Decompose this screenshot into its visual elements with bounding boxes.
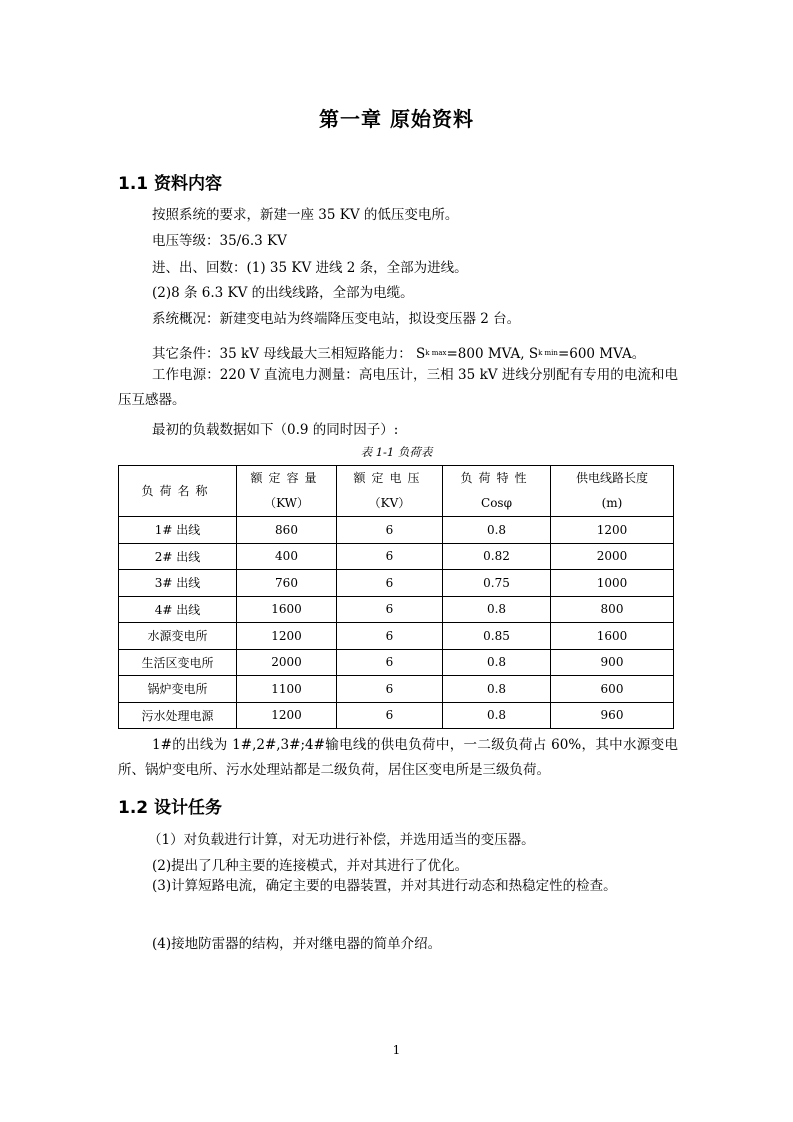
table-cell-cosphi: 0.8 [443, 649, 551, 676]
header-rated-capacity: 额定容量 （KW） [237, 466, 337, 517]
table-row [119, 649, 674, 676]
paragraph-working-power: 工作电源：220 V 直流电力测量：高电压计，三相 35 kV 进线分别配有专用的电流和电压互感器。 [118, 367, 678, 408]
table-cell-cosphi: 0.8 [443, 596, 551, 623]
table-cell-name: 3# 出线 [119, 570, 237, 597]
task-item-1: （1）对负载进行计算，对无功进行补偿，并选用适当的变压器。 [148, 832, 535, 848]
page-number: 1 [392, 1043, 401, 1057]
table-cell-voltage: 6 [337, 702, 443, 729]
task-item-2: (2)提出了几种主要的连接模式，并对其进行了优化。 [152, 858, 469, 874]
load-table [118, 465, 674, 729]
section-heading-1-1: 1.1 资料内容 [118, 174, 223, 194]
table-cell-cosphi: 0.82 [443, 543, 551, 570]
table-row [119, 702, 674, 729]
table-cell-voltage: 6 [337, 676, 443, 703]
table-row [119, 570, 674, 597]
paragraph-requirement: 按照系统的要求，新建一座 35 KV 的低压变电所。 [152, 207, 459, 223]
table-cell-voltage: 6 [337, 649, 443, 676]
header-load-name: 负荷名称 [119, 466, 237, 517]
table-cell-cosphi: 0.8 [443, 702, 551, 729]
table-cell-cosphi: 0.85 [443, 623, 551, 650]
paragraph-incoming-lines: 进、出、回数：(1) 35 KV 进线 2 条，全部为进线。 [152, 260, 468, 276]
table-cell-capacity: 1200 [237, 623, 337, 650]
short-circuit-text-mid: =800 MVA, S [446, 346, 539, 362]
paragraph-voltage-level: 电压等级：35/6.3 KV [152, 233, 287, 249]
table-cell-voltage: 6 [337, 596, 443, 623]
table-cell-name: 生活区变电所 [119, 649, 237, 676]
task-item-3: (3)计算短路电流，确定主要的电器装置，并对其进行动态和热稳定性的检查。 [152, 878, 617, 894]
table-cell-capacity: 1200 [237, 702, 337, 729]
table-cell-name: 污水处理电源 [119, 702, 237, 729]
table-cell-capacity: 400 [237, 543, 337, 570]
table-cell-capacity: 2000 [237, 649, 337, 676]
chapter-title: 第一章 原始资料 [319, 107, 474, 131]
table-cell-length: 900 [551, 649, 674, 676]
table-cell-voltage: 6 [337, 543, 443, 570]
table-cell-capacity: 760 [237, 570, 337, 597]
table-cell-voltage: 6 [337, 623, 443, 650]
paragraph-load-classification: 1#的出线为 1#,2#,3#;4#输电线的供电负荷中，一二级负荷占 60%，其中水源变电所、锅炉变电所、污水处理站都是二级负荷，居住区变电所是三级负荷。 [118, 737, 678, 778]
table-cell-voltage: 6 [337, 517, 443, 544]
table-caption: 表 1-1 负荷表 [360, 445, 433, 459]
table-cell-length: 800 [551, 596, 674, 623]
table-cell-capacity: 860 [237, 517, 337, 544]
table-cell-length: 1200 [551, 517, 674, 544]
table-cell-cosphi: 0.8 [443, 676, 551, 703]
header-load-characteristic: 负荷特性 Cosφ [443, 466, 551, 517]
table-row [119, 623, 674, 650]
paragraph-outgoing-lines: (2)8 条 6.3 KV 的出线线路，全部为电缆。 [152, 285, 414, 301]
table-cell-length: 1600 [551, 623, 674, 650]
short-circuit-text-pre: 其它条件：35 kV 母线最大三相短路能力： S [152, 346, 426, 362]
paragraph-initial-load-data: 最初的负载数据如下（0.9 的同时因子）: [152, 422, 399, 438]
table-cell-name: 水源变电所 [119, 623, 237, 650]
table-cell-cosphi: 0.75 [443, 570, 551, 597]
paragraph-short-circuit-capacity [152, 342, 645, 362]
table-cell-capacity: 1600 [237, 596, 337, 623]
table-cell-name: 1# 出线 [119, 517, 237, 544]
section-heading-1-2: 1.2 设计任务 [118, 798, 223, 818]
short-circuit-text-post: =600 MVA。 [557, 346, 646, 362]
header-line-length: 供电线路长度 (m) [551, 466, 674, 517]
table-cell-cosphi: 0.8 [443, 517, 551, 544]
table-cell-length: 600 [551, 676, 674, 703]
table-row [119, 596, 674, 623]
table-cell-capacity: 1100 [237, 676, 337, 703]
table-row [119, 543, 674, 570]
table-cell-length: 960 [551, 702, 674, 729]
table-row [119, 517, 674, 544]
table-cell-name: 4# 出线 [119, 596, 237, 623]
table-cell-length: 2000 [551, 543, 674, 570]
header-rated-voltage: 额定电压 （KV） [337, 466, 443, 517]
task-item-4: (4)接地防雷器的结构，并对继电器的简单介绍。 [152, 936, 442, 952]
paragraph-system-overview: 系统概况：新建变电站为终端降压变电站，拟设变压器 2 台。 [152, 311, 521, 327]
subscript-k-max: k max [425, 349, 447, 357]
subscript-k-min: k min [538, 349, 558, 357]
table-cell-length: 1000 [551, 570, 674, 597]
table-cell-name: 锅炉变电所 [119, 676, 237, 703]
table-cell-name: 2# 出线 [119, 543, 237, 570]
table-cell-voltage: 6 [337, 570, 443, 597]
table-header-row [119, 466, 674, 517]
table-row [119, 676, 674, 703]
